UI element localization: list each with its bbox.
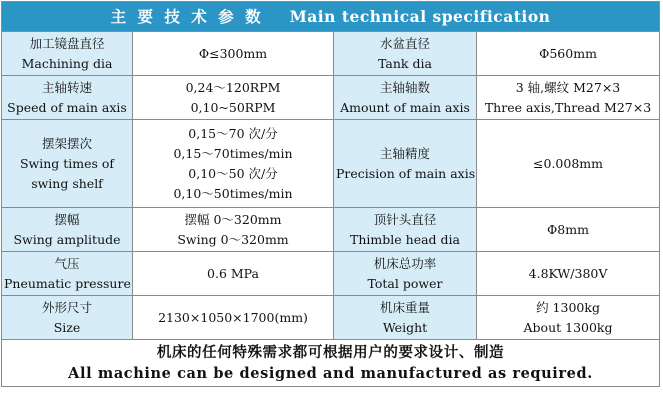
param-label-text: Swing amplitude: [13, 231, 121, 247]
param-label-text: 机床重量: [379, 299, 430, 315]
param-label-text: Size: [53, 319, 81, 335]
param-value-text: ≤0.008mm: [533, 155, 603, 171]
param-label-cell: [2, 208, 133, 252]
title-en: Main technical specification: [289, 6, 551, 26]
header-row: [2, 2, 660, 32]
param-label-cell: [334, 296, 477, 340]
param-value-cell: [477, 296, 660, 340]
param-value-cell: [133, 76, 334, 120]
param-label-text: Total power: [367, 275, 443, 291]
table-row: [2, 120, 660, 208]
param-value-cell: [477, 252, 660, 296]
table-row: [2, 32, 660, 76]
title-zh: 主 要 技 术 参 数: [110, 6, 264, 26]
param-label-text: 主轴精度: [379, 145, 430, 161]
param-value-cell: [133, 296, 334, 340]
param-value-text: 0,10~50RPM: [190, 99, 276, 115]
param-value-cell: [133, 32, 334, 76]
footer-note: [2, 340, 660, 387]
param-label-text: 顶针头直径: [373, 211, 437, 227]
param-label-cell: [2, 120, 133, 208]
param-label-cell: [2, 252, 133, 296]
param-value-cell: [477, 76, 660, 120]
table-row: [2, 252, 660, 296]
param-label-text: 加工镜盘直径: [29, 35, 105, 51]
param-value-text: 约 1300kg: [536, 299, 600, 315]
param-label-text: Amount of main axis: [340, 99, 470, 115]
param-label-text: Pneumatic pressure: [4, 275, 131, 291]
param-value-text: 摆幅 0～320mm: [184, 211, 282, 227]
param-label-text: 机床总功率: [373, 255, 437, 271]
param-value-text: 0,10～50 次/分: [188, 165, 278, 181]
param-value-text: 0,24～120RPM: [185, 79, 281, 95]
param-label-cell: [334, 252, 477, 296]
param-value-cell: [133, 208, 334, 252]
footer-row: [2, 340, 660, 387]
param-label-text: 水盆直径: [379, 35, 430, 51]
param-value-text: 4.8KW/380V: [528, 265, 608, 281]
param-label-text: Weight: [382, 319, 428, 335]
param-label-cell: [2, 76, 133, 120]
param-value-text: 0.6 MPa: [207, 265, 259, 281]
param-label-text: 气压: [54, 255, 80, 271]
param-value-text: 0,15～70times/min: [173, 145, 293, 161]
param-label-text: 主轴转速: [41, 79, 92, 95]
table-row: [2, 208, 660, 252]
param-value-text: 0,15～70 次/分: [188, 125, 278, 141]
param-value-text: Φ560mm: [539, 45, 597, 61]
param-label-cell: [2, 296, 133, 340]
param-value-text: 3 轴,螺纹 M27×3: [515, 79, 621, 95]
table-row: [2, 76, 660, 120]
param-label-text: 外形尺寸: [41, 299, 92, 315]
param-value-text: Φ8mm: [547, 221, 589, 237]
param-value-text: Three axis,Thread M27×3: [484, 99, 652, 115]
param-label-text: Speed of main axis: [7, 99, 127, 115]
param-value-text: 2130×1050×1700(mm): [158, 309, 308, 325]
param-value-text: 0,10～50times/min: [173, 185, 293, 201]
param-label-cell: [334, 76, 477, 120]
param-value-cell: [477, 120, 660, 208]
param-label-text: Precision of main axis: [336, 165, 476, 181]
param-value-text: Φ≤300mm: [198, 45, 268, 61]
param-label-text: 摆架摆次: [41, 135, 92, 151]
param-value-cell: [133, 120, 334, 208]
param-label-text: 摆幅: [54, 211, 80, 227]
param-value-text: Swing 0～320mm: [177, 231, 289, 247]
param-value-cell: [133, 252, 334, 296]
param-label-text: Swing times of: [19, 155, 115, 171]
param-value-cell: [477, 32, 660, 76]
table-title: [2, 2, 660, 32]
param-label-text: 主轴轴数: [379, 79, 430, 95]
table-row: [2, 296, 660, 340]
param-label-cell: [334, 208, 477, 252]
param-label-text: Tank dia: [378, 55, 432, 71]
param-value-text: About 1300kg: [523, 319, 613, 335]
param-label-cell: [2, 32, 133, 76]
param-label-cell: [334, 120, 477, 208]
spec-table: [1, 1, 660, 387]
footer-note-en: All machine can be designed and manufactured as required.: [68, 365, 593, 382]
param-label-text: Thimble head dia: [350, 231, 460, 247]
param-label-text: swing shelf: [31, 175, 103, 191]
param-label-text: Machining dia: [21, 55, 113, 71]
param-value-cell: [477, 208, 660, 252]
param-label-cell: [334, 32, 477, 76]
footer-note-zh: 机床的任何特殊需求都可根据用户的要求设计、制造: [156, 344, 505, 361]
